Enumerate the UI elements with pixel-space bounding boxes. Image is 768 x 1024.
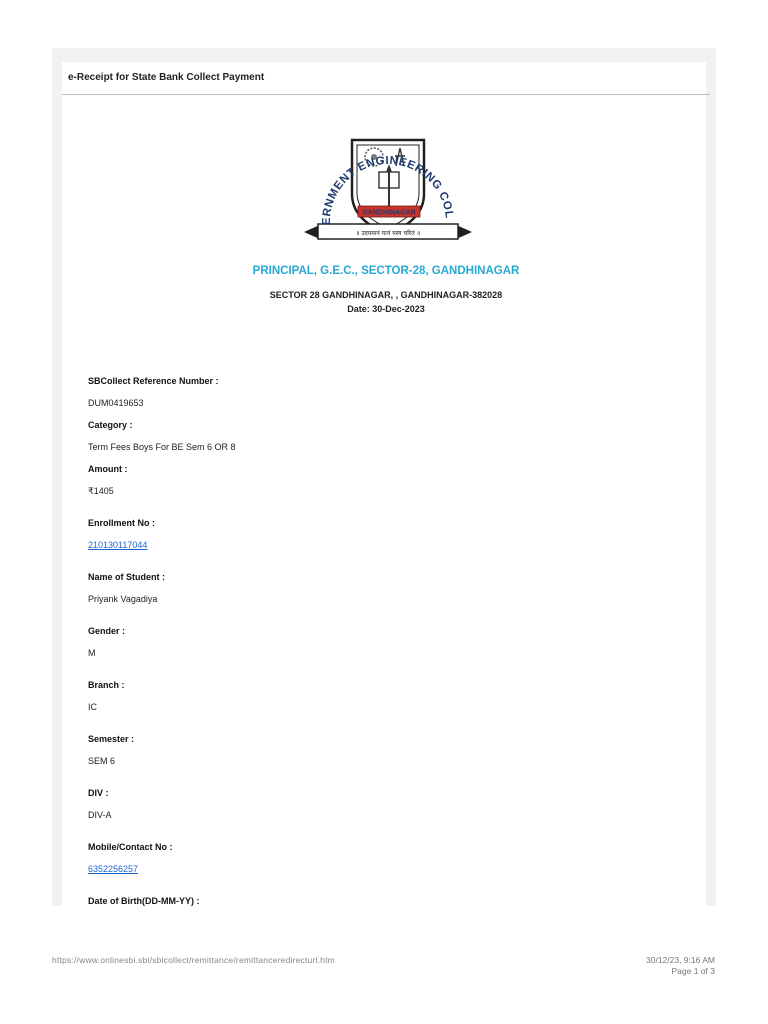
field-value-gender: M [88, 648, 96, 658]
field-label-div: DIV : [88, 788, 109, 798]
field-label-enrollment: Enrollment No : [88, 518, 155, 528]
ribbon-text: ॥ उदयमानं यत्नं यस्य चरितं ॥ [355, 230, 421, 237]
field-value-amount: ₹1405 [88, 486, 114, 496]
title-divider [62, 94, 710, 95]
footer-url: https://www.onlinesbi.sbi/sbicollect/remittance/remittanceredirecturl.htm [52, 955, 335, 965]
field-value-reference: DUM0419653 [88, 398, 144, 408]
field-label-gender: Gender : [88, 626, 126, 636]
receipt-card [62, 62, 706, 906]
footer-meta [646, 955, 715, 977]
field-value-branch: IC [88, 702, 97, 712]
college-logo-svg [300, 112, 476, 250]
field-label-category: Category : [88, 420, 133, 430]
field-label-reference: SBCollect Reference Number : [88, 376, 219, 386]
banner-text: GANDHINAGAR [362, 209, 416, 217]
receipt-title: e-Receipt for State Bank Collect Payment [68, 72, 265, 83]
field-label-mobile: Mobile/Contact No : [88, 842, 173, 852]
field-label-semester: Semester : [88, 734, 135, 744]
field-label-student-name: Name of Student : [88, 572, 166, 582]
institution-name: PRINCIPAL, G.E.C., SECTOR-28, GANDHINAGAR [252, 265, 520, 277]
college-logo [300, 112, 476, 250]
field-value-div: DIV-A [88, 810, 112, 820]
field-value-student-name: Priyank Vagadiya [88, 594, 158, 604]
enrollment-link[interactable]: 210130117044 [88, 540, 148, 550]
field-value-semester: SEM 6 [88, 756, 116, 766]
footer-timestamp: 30/12/23, 9:16 AM [646, 955, 715, 965]
footer-page-number: Page 1 of 3 [671, 966, 715, 976]
mobile-link[interactable]: 6352256257 [88, 864, 139, 874]
field-label-amount: Amount : [88, 464, 128, 474]
arc-text-path: ERNMENT ENGINEERING COL [320, 154, 455, 226]
field-value-category: Term Fees Boys For BE Sem 6 OR 8 [88, 442, 236, 452]
field-label-branch: Branch : [88, 680, 125, 690]
field-label-dob: Date of Birth(DD-MM-YY) : [88, 896, 200, 906]
institution-address: SECTOR 28 GANDHINAGAR, , GANDHINAGAR-382028 [269, 290, 503, 300]
receipt-date: Date: 30-Dec-2023 [347, 304, 425, 314]
receipt-frame [52, 48, 716, 906]
